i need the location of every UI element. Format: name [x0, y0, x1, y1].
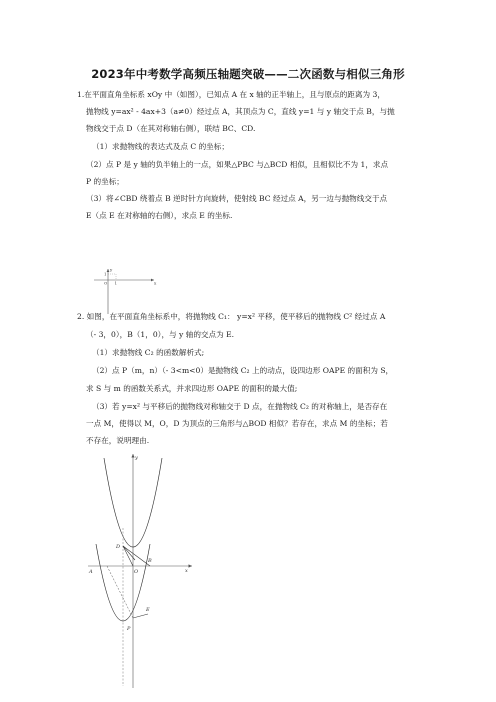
- point-label-a: A: [89, 569, 93, 575]
- problem-1-line: （3）将∠CBD 绕着点 B 逆时针方向旋转，使射线 BC 经过点 A，另一边与抛物线交于点: [86, 194, 388, 203]
- problem-2-line: 求 S 与 m 的函数关系式，并求四边形 OAPE 的面积的最大值;: [86, 384, 298, 393]
- point-label-e: E: [146, 607, 150, 613]
- problem-2-line: （1）求抛物线 C₂ 的函数解析式;: [92, 348, 205, 357]
- problem-2-line: 一点 M，使得以 M，O，D 为顶点的三角形与△BOD 相似？若存在，求点 M 的坐标；若: [86, 419, 388, 428]
- problem-2-parabola-figure: [88, 448, 198, 690]
- problem-1-line: 抛物线 y=ax² - 4ax+3（a≠0）经过点 A，其顶点为 C，直线 y=1 与 y 轴交于点 B，与抛: [86, 107, 395, 116]
- problem-1-line: E（点 E 在对称轴的右侧），求点 E 的坐标.: [86, 211, 233, 220]
- problem-1-line: （1）求抛物线的表达式及点 C 的坐标；: [92, 142, 229, 151]
- point-label-d: D: [116, 544, 121, 550]
- x-axis-arrow-icon: [189, 564, 193, 567]
- x-axis-label: x: [154, 280, 157, 286]
- problem-2-line: 不存在，说明理由.: [86, 436, 150, 445]
- y-axis-arrow-icon: [107, 269, 110, 272]
- y-axis-label: y: [110, 267, 113, 272]
- problem-1-coordinate-figure: [92, 266, 162, 318]
- problem-2-line: （- 3，0），B（1，0），与 y 轴的交点为 E.: [86, 330, 235, 339]
- y-axis-label: y: [135, 455, 138, 461]
- segment-ep: [133, 614, 148, 618]
- problem-1-line: 物线交于点 D（在其对称轴右侧），联结 BC、CD.: [86, 124, 256, 133]
- problem-2-line: （3）若 y=x² 与平移后的抛物线对称轴交于 D 点，在抛物线 C₂ 的对称轴上，是否存在: [92, 402, 388, 411]
- point-label-b: B: [148, 558, 152, 564]
- problem-2-line: （2）点 P（m，n）（- 3<m<0）是抛物线 C₂ 上的动点，设四边形 OAPE 的面积为 S，: [92, 366, 394, 375]
- page-title: 2023年中考数学高频压轴题突破——二次函数与相似三角形: [91, 67, 405, 81]
- problem-1-line: 1.在平面直角坐标系 xOy 中（如图），已知点 A 在 x 轴的正半轴上，且与原点的距离为 3，: [77, 90, 385, 99]
- segment-db: [123, 546, 150, 566]
- x-axis-label: x: [185, 568, 188, 574]
- point-label-p: P: [127, 626, 131, 632]
- tick-label-x: 1: [114, 280, 118, 286]
- point-label-o: O: [134, 569, 139, 575]
- problem-1-line: （2）点 P 是 y 轴的负半轴上的一点，如果△PBC 与△BCD 相似，且相似比不为 1，求点: [86, 160, 389, 169]
- problem-2-line: 2. 如图，在平面直角坐标系中，将抛物线 C₁： y=x² 平移，使平移后的抛物线 C² 经过点 A: [77, 312, 386, 321]
- origin-label: O: [104, 280, 108, 286]
- problem-1-line: P 的坐标；: [86, 177, 124, 186]
- tick-label-y: 1: [104, 271, 107, 277]
